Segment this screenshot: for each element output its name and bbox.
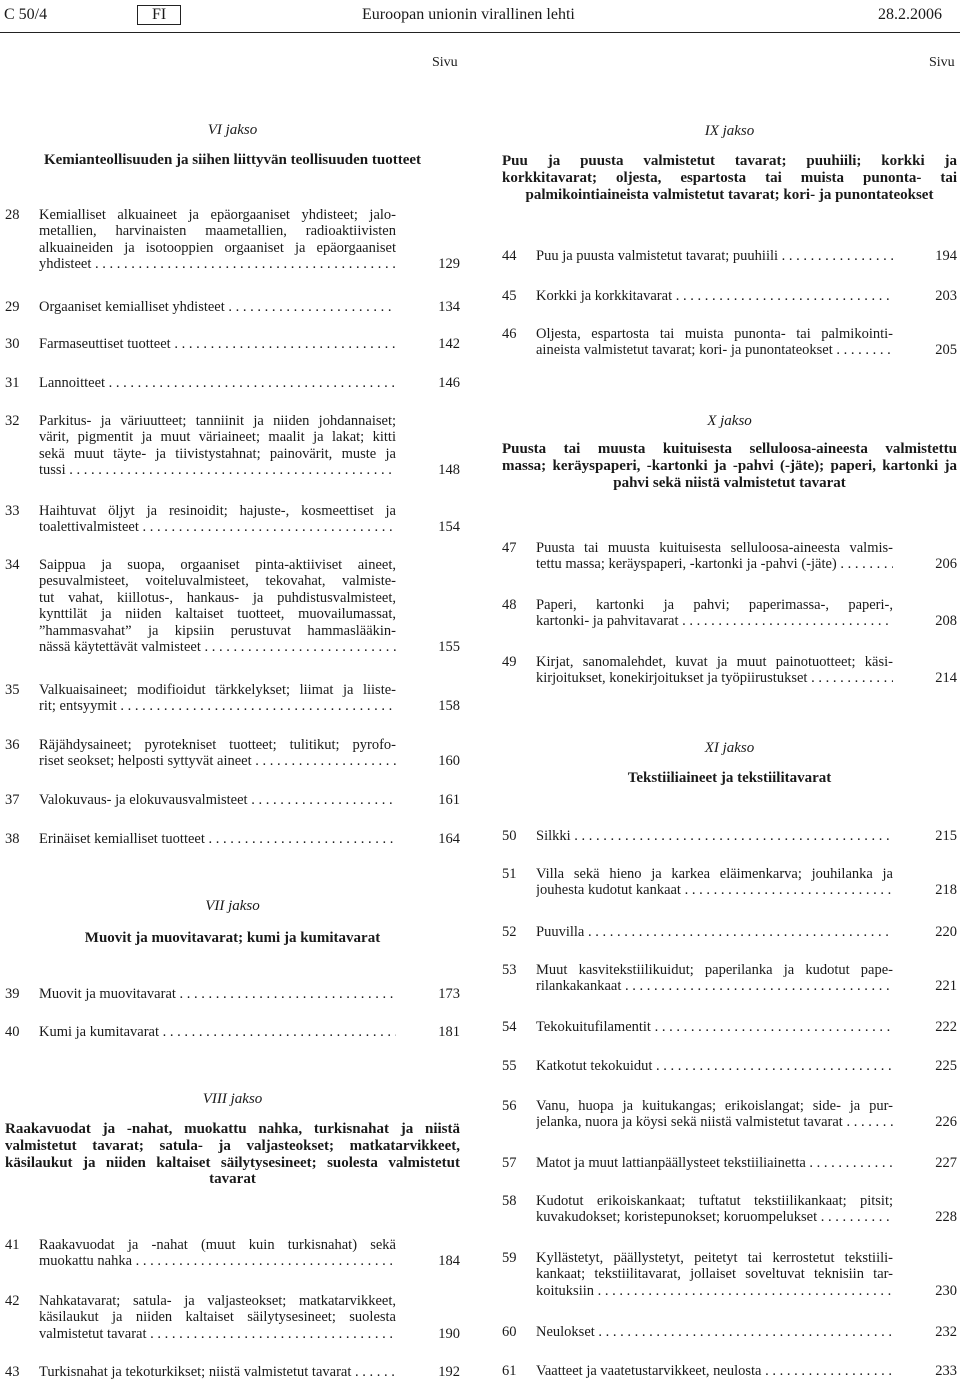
chapter-number: 61	[502, 1363, 517, 1379]
toc-entry	[502, 1363, 957, 1381]
toc-entry	[5, 831, 460, 849]
chapter-number: 43	[5, 1364, 20, 1380]
page-number: 215	[935, 828, 957, 844]
toc-entry	[5, 1293, 460, 1344]
chapter-number: 28	[5, 207, 20, 223]
chapter-title-line: tut vahat, kiillotus-, hankaus- ja puhdistusvalmisteet,	[39, 589, 396, 606]
chapter-title-line: Villa sekä hieno ja karkea eläimenkarva; jouhilanka ja	[536, 866, 893, 882]
chapter-title-line-leader: Erinäiset kemialliset tuotteet . . .	[39, 831, 396, 847]
chapter-title-line-leader: tettu massa; keräyspaperi, -kartonki ja -pahvi (-jäte) . . .	[536, 556, 893, 572]
section-title: pahvi sekä niistä valmistetut tavarat	[613, 474, 846, 491]
chapter-number: 52	[502, 924, 517, 940]
page-number: 203	[935, 288, 957, 304]
chapter-number: 47	[502, 540, 517, 556]
chapter-title-line-leader: Korkki ja korkkitavarat . . .	[536, 288, 893, 304]
section-title: käsilaukut ja niiden kaltaiset säilytysesineet; suolesta valmistetut	[5, 1154, 460, 1171]
page-number: 233	[935, 1363, 957, 1379]
chapter-number: 54	[502, 1019, 517, 1035]
toc-entry	[502, 828, 957, 846]
section-title: valmistetut tavarat; satula- ja valjasteokset; matkatarvikkeet,	[5, 1137, 460, 1154]
page-number: 142	[438, 336, 460, 352]
chapter-title-line: Nahkatavarat; satula- ja valjasteokset; matkatarvikkeet,	[39, 1293, 396, 1309]
chapter-title-line-leader: riset seokset; helposti syttyvät aineet . . .	[39, 753, 396, 769]
page-number: 192	[438, 1364, 460, 1380]
chapter-title-line: Kirjat, sanomalehdet, kuvat ja muut painotuotteet; käsi-	[536, 654, 893, 670]
chapter-number: 56	[502, 1098, 517, 1114]
toc-entry	[502, 1193, 957, 1228]
toc-entry	[5, 792, 460, 810]
page-number: 206	[935, 556, 957, 573]
chapter-number: 50	[502, 828, 517, 844]
page-number: 173	[438, 986, 460, 1002]
chapter-title-line-leader: Silkki . . .	[536, 828, 893, 844]
chapter-title-line-leader: Muovit ja muovitavarat . . .	[39, 986, 396, 1002]
chapter-title-line-leader: nässä käytettävät valmisteet . . .	[39, 639, 396, 655]
toc-entry	[5, 413, 460, 481]
chapter-title-line-leader: Neulokset . . .	[536, 1324, 893, 1340]
chapter-title-line-leader: Katkotut tekokuidut . . .	[536, 1058, 893, 1074]
page-number: 230	[935, 1282, 957, 1299]
page-number: 129	[438, 256, 460, 273]
chapter-title-line: kankaat; tekstiilitavarat, jollaiset soveltuvat teknisiin tar-	[536, 1266, 893, 1283]
page-number: 225	[935, 1058, 957, 1074]
page-number: 160	[438, 753, 460, 770]
chapter-title-line: ”hammasvahat” ja kipsiin perustuvat hammaslääkin-	[39, 622, 396, 639]
chapter-title-line-leader: Turkisnahat ja tekoturkikset; niistä valmistetut tavarat . . .	[39, 1364, 396, 1380]
page-number: 205	[935, 342, 957, 359]
chapter-title-line-leader: koituksiin . . .	[536, 1283, 893, 1299]
chapter-title-line-leader: Vaatteet ja vaatetustarvikkeet, neulosta . . .	[536, 1363, 893, 1379]
page-number: 226	[935, 1114, 957, 1131]
chapter-title-line-leader: rit; entsyymit . . .	[39, 698, 396, 714]
chapter-title-line-leader: kuvakudokset; koristepunokset; koruompelukset . . .	[536, 1209, 893, 1225]
toc-entry	[5, 1237, 460, 1272]
toc-entry	[502, 962, 957, 997]
chapter-title-line: Raakavuodat ja -nahat (muut kuin turkisnahat) sekä	[39, 1237, 396, 1253]
section-number: IX jakso	[704, 123, 755, 139]
chapter-title-line: pesuvalmisteet, voiteluvalmisteet, tekovahat, valmiste-	[39, 573, 396, 590]
section-number: VII jakso	[205, 898, 260, 914]
chapter-title-line-leader: Puu ja puusta valmistetut tavarat; puuhiili . . .	[536, 248, 893, 264]
toc-entry	[5, 1024, 460, 1042]
chapter-title-line-leader: Puuvilla . . .	[536, 924, 893, 940]
chapter-title-line: Kyllästetyt, päällystetyt, peitetyt tai kerrostetut tekstiili-	[536, 1250, 893, 1266]
page-number: 228	[935, 1209, 957, 1226]
chapter-title-line-leader: jouhesta kudotut kankaat . . .	[536, 882, 893, 898]
toc-entry	[5, 503, 460, 538]
chapter-title-line: Haihtuvat öljyt ja resinoidit; hajuste-, kosmeettiset ja	[39, 503, 396, 519]
chapter-number: 46	[502, 326, 517, 342]
chapter-number: 48	[502, 597, 517, 613]
chapter-number: 31	[5, 375, 20, 391]
language-code: FI	[137, 5, 181, 25]
journal-code: C 50/4	[4, 6, 48, 23]
toc-entry	[5, 207, 460, 275]
chapter-title-line-leader: muokattu nahka . . .	[39, 1253, 396, 1269]
section-title: tavarat	[209, 1171, 256, 1188]
chapter-number: 39	[5, 986, 20, 1002]
journal-name: Euroopan unionin virallinen lehti	[362, 6, 575, 23]
section-title: Muovit ja muovitavarat; kumi ja kumitavarat	[84, 930, 381, 946]
chapter-title-line-leader: tussi . . .	[39, 462, 396, 478]
chapter-title-line: värit, pigmentit ja muut väriaineet; maalit ja lakat; kitti	[39, 429, 396, 446]
chapter-number: 57	[502, 1155, 517, 1171]
header-rule	[0, 32, 960, 33]
page-number: 146	[438, 375, 460, 391]
chapter-number: 42	[5, 1293, 20, 1309]
chapter-title-line-leader: toalettivalmisteet . . .	[39, 519, 396, 535]
section-title: Puu ja puusta valmistetut tavarat; puuhiili; korkki ja	[502, 153, 957, 169]
toc-entry	[502, 866, 957, 901]
toc-entry	[502, 1155, 957, 1173]
toc-entry	[502, 1324, 957, 1342]
chapter-title-line: metallien, harvinaisten maametallien, radioaktiivisten	[39, 223, 396, 240]
toc-entry	[502, 597, 957, 632]
page-header	[0, 0, 960, 30]
section-title: Kemianteollisuuden ja siihen liittyvän teollisuuden tuotteet	[43, 152, 422, 168]
issue-date: 28.2.2006	[878, 6, 942, 23]
toc-entry	[5, 986, 460, 1004]
chapter-title-line: Valkuaisaineet; modifioidut tärkkelykset; liimat ja liiste-	[39, 682, 396, 698]
chapter-title-line: Oljesta, espartosta tai muista punonta- tai palmikointi-	[536, 326, 893, 342]
toc-entry	[5, 299, 460, 317]
toc-entry	[5, 557, 460, 657]
chapter-number: 37	[5, 792, 20, 808]
chapter-number: 53	[502, 962, 517, 978]
toc-entry	[5, 737, 460, 772]
chapter-number: 40	[5, 1024, 20, 1040]
toc-entry	[502, 288, 957, 306]
page-column-label-right: Sivu	[929, 55, 955, 70]
chapter-title-line: Parkitus- ja väriuutteet; tanniinit ja niiden johdannaiset;	[39, 413, 396, 429]
chapter-number: 38	[5, 831, 20, 847]
page-number: 218	[935, 882, 957, 899]
page-number: 221	[935, 978, 957, 995]
chapter-title-line-leader: yhdisteet . . .	[39, 256, 396, 272]
chapter-number: 60	[502, 1324, 517, 1340]
chapter-number: 29	[5, 299, 20, 315]
section-number: XI jakso	[704, 740, 755, 756]
toc-entry	[502, 1019, 957, 1037]
page-number: 220	[935, 924, 957, 940]
chapter-number: 51	[502, 866, 517, 882]
chapter-title-line-leader: Kumi ja kumitavarat . . .	[39, 1024, 396, 1040]
section-title: Tekstiiliaineet ja tekstiilitavarat	[627, 770, 832, 786]
chapter-title-line: alkuaineiden ja isotooppien orgaaniset ja epäorgaaniset	[39, 239, 396, 256]
chapter-title-line: käsilaukut ja niiden kaltaiset säilytysesineet; suolesta	[39, 1309, 396, 1326]
toc-entry	[502, 924, 957, 942]
chapter-title-line-leader: kirjoitukset, konekirjoitukset ja työpiirustukset . . .	[536, 670, 893, 686]
chapter-number: 59	[502, 1250, 517, 1266]
page-number: 232	[935, 1324, 957, 1340]
chapter-title-line-leader: Lannoitteet . . .	[39, 375, 396, 391]
chapter-title-line: Saippua ja suopa, orgaaniset pinta-aktiiviset aineet,	[39, 557, 396, 573]
chapter-number: 32	[5, 413, 20, 429]
toc-entry	[5, 336, 460, 354]
chapter-title-line-leader: Matot ja muut lattianpäällysteet tekstiiliainetta . . .	[536, 1155, 893, 1171]
section-number: X jakso	[707, 413, 752, 429]
toc-entry	[502, 654, 957, 689]
page-number: 208	[935, 613, 957, 630]
toc-entry	[502, 540, 957, 575]
toc-entry	[5, 375, 460, 393]
chapter-title-line-leader: Valokuvaus- ja elokuvausvalmisteet . . .	[39, 792, 396, 808]
chapter-title-line-leader: jelanka, nuora ja köysi sekä niistä valmistetut tavarat . . .	[536, 1114, 893, 1130]
chapter-number: 33	[5, 503, 20, 519]
chapter-title-line: Räjähdysaineet; pyrotekniset tuotteet; tulitikut; pyrofo-	[39, 737, 396, 753]
chapter-title-line: Vanu, huopa ja kuitukangas; erikoislangat; side- ja pur-	[536, 1098, 893, 1114]
page-number: 214	[935, 670, 957, 687]
chapter-title-line-leader: valmistetut tavarat . . .	[39, 1326, 396, 1342]
toc-entry	[502, 1058, 957, 1076]
chapter-title-line: sekä muut täyte- ja tiivistystahnat; painovärit, muste ja	[39, 445, 396, 462]
page-number: 190	[438, 1325, 460, 1342]
chapter-number: 45	[502, 288, 517, 304]
toc-entry	[502, 1250, 957, 1301]
section-number: VI jakso	[207, 122, 258, 138]
chapter-title-line-leader: rilankakankaat . . .	[536, 978, 893, 994]
chapter-number: 30	[5, 336, 20, 352]
chapter-title-line: Paperi, kartonki ja pahvi; paperimassa-, paperi-,	[536, 597, 893, 613]
section-number: VIII jakso	[202, 1091, 263, 1107]
chapter-title-line-leader: Tekokuitufilamentit . . .	[536, 1019, 893, 1035]
section-title: Puusta tai muusta kuituisesta selluloosa-aineesta valmistettu	[502, 441, 957, 457]
section-title: Raakavuodat ja -nahat, muokattu nahka, turkisnahat ja niistä	[5, 1121, 460, 1137]
page-number: 148	[438, 462, 460, 479]
toc-entry	[5, 682, 460, 717]
section-title: korkkitavarat; oljesta, espartosta tai muista punonta- tai	[502, 169, 957, 186]
page-number: 134	[438, 299, 460, 315]
chapter-title-line: Puusta tai muusta kuituisesta selluloosa-aineesta valmis-	[536, 540, 893, 556]
chapter-number: 34	[5, 557, 20, 573]
chapter-number: 41	[5, 1237, 20, 1253]
section-title: palmikointiaineista valmistetut tavarat; kori- ja punontateokset	[525, 186, 934, 203]
toc-entry	[502, 326, 957, 361]
page-number: 155	[438, 639, 460, 655]
toc-entry	[502, 1098, 957, 1133]
toc-entry	[502, 248, 957, 266]
toc-entry	[5, 1364, 460, 1382]
chapter-title-line: Kemialliset alkuaineet ja epäorgaaniset yhdisteet; jalo-	[39, 207, 396, 223]
chapter-title-line-leader: Orgaaniset kemialliset yhdisteet . . .	[39, 299, 396, 315]
chapter-number: 49	[502, 654, 517, 670]
chapter-number: 36	[5, 737, 20, 753]
chapter-title-line: Kudotut erikoiskankaat; tuftatut tekstiilikankaat; pitsit;	[536, 1193, 893, 1209]
page-number: 154	[438, 519, 460, 536]
page-number: 222	[935, 1019, 957, 1035]
page-number: 227	[935, 1155, 957, 1171]
section-title: massa; keräyspaperi, -kartonki ja -pahvi (-jäte); paperi, kartonki ja	[502, 457, 957, 474]
chapter-number: 35	[5, 682, 20, 698]
page-column-label-left: Sivu	[432, 55, 458, 70]
chapter-title-line: Muut kasvitekstiilikuidut; paperilanka ja kudotut pape-	[536, 962, 893, 978]
page-number: 184	[438, 1253, 460, 1270]
page-number: 158	[438, 698, 460, 715]
chapter-title-line-leader: Farmaseuttiset tuotteet . . .	[39, 336, 396, 352]
page-number: 164	[438, 831, 460, 847]
page-number: 194	[935, 248, 957, 264]
page-number: 161	[438, 792, 460, 808]
chapter-title-line-leader: kartonki- ja pahvitavarat . . .	[536, 613, 893, 629]
chapter-number: 58	[502, 1193, 517, 1209]
chapter-number: 44	[502, 248, 517, 264]
chapter-title-line-leader: aineista valmistetut tavarat; kori- ja punontateokset . . .	[536, 342, 893, 358]
page-number: 181	[438, 1024, 460, 1040]
chapter-title-line: kynttilät ja niiden kaltaiset tuotteet, muovailumassat,	[39, 606, 396, 623]
chapter-number: 55	[502, 1058, 517, 1074]
